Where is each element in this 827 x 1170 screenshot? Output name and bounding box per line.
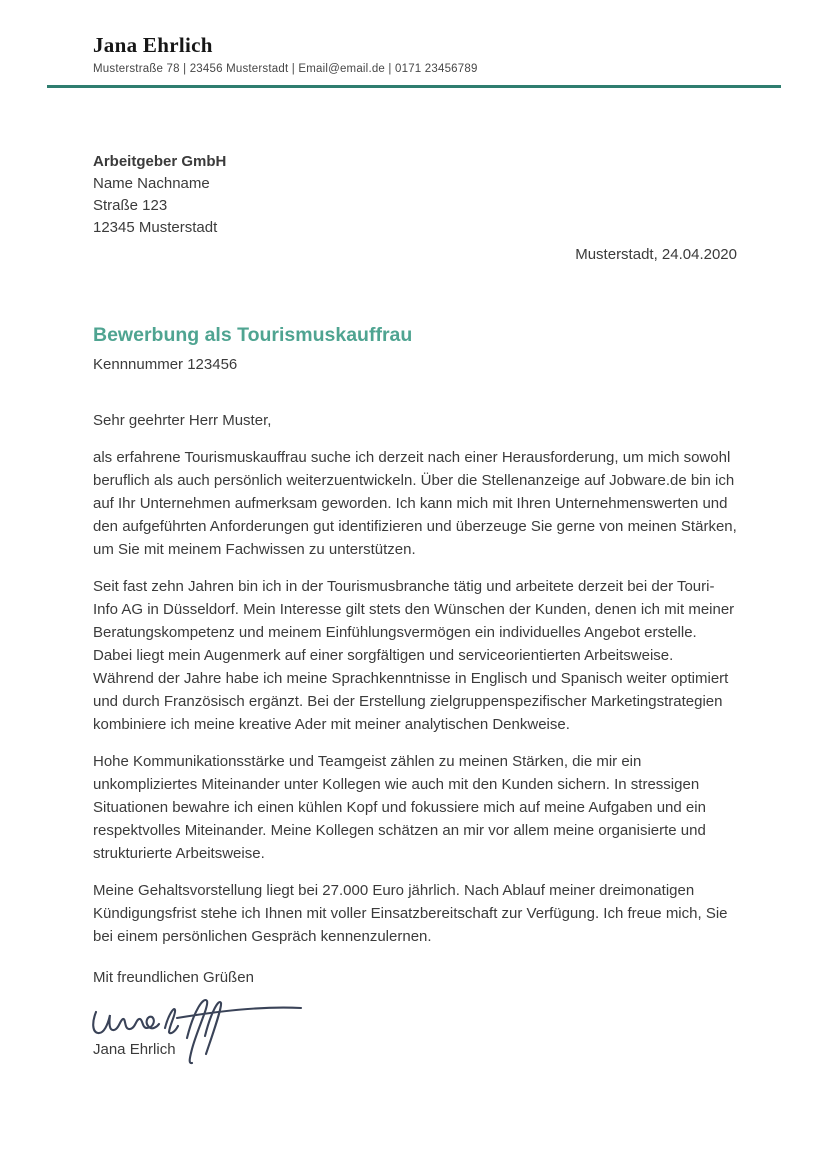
sender-name: Jana Ehrlich [93, 33, 213, 57]
recipient-address [93, 151, 737, 239]
body-paragraph: Hohe Kommunikationsstärke und Teamgeist zählen zu meinen Stärken, die mir ein unkompliziertes Miteinander unter Kollegen wie auch mit den Kunden sichern. In stressigen Situationen bewahre ich einen kühlen Kopf und fokussiere mich auf meine Aufgaben und ein respektvolles Miteinander. Meine Kollegen schätzen an mir vor allem meine organisierte und strukturierte Arbeitsweise. [93, 753, 706, 862]
contact-line: Musterstraße 78 | 23456 Musterstadt | Email@email.de | 0171 23456789 [93, 63, 478, 75]
body-paragraph: als erfahrene Tourismuskauffrau suche ich derzeit nach einer Herausforderung, um mich sowohl beruflich als auch persönlich weiterzuentwickeln. Über die Stellenanzeige auf Jobware.de bin ich auf Ihr Unternehmen aufmerksam geworden. Ich kann mich mit Ihren Unternehmenswerten und den aufgeführten Anforderungen gut identifizieren und überzeuge Sie gerne von meinen Stärken, um Sie mit meinem Fachwissen zu unterstützen. [93, 449, 737, 558]
sender-header [93, 33, 737, 88]
body-paragraph: Meine Gehaltsvorstellung liegt bei 27.000 Euro jährlich. Nach Ablauf meiner dreimonatigen Kündigungsfrist stehe ich Ihnen mit voller Einsatzbereitschaft zur Verfügung. Ich freue mich, Sie bei einem persönlichen Gespräch kennenzulernen. [93, 882, 728, 945]
subject-reference: Kennnummer 123456 [93, 356, 238, 373]
recipient-contact-name: Name Nachname [93, 175, 210, 192]
recipient-city: 12345 Musterstadt [93, 219, 218, 236]
salutation: Sehr geehrter Herr Muster, [93, 412, 272, 429]
closing-phrase: Mit freundlichen Grüßen [93, 969, 254, 986]
recipient-company: Arbeitgeber GmbH [93, 153, 227, 170]
body-paragraph: Seit fast zehn Jahren bin ich in der Tourismusbranche tätig und arbeitete derzeit bei der Touri-Info AG in Düsseldorf. Mein Interesse gilt stets den Wünschen der Kunden, denen ich mit meiner Beratungskompetenz und meinem Einfühlungsvermögen ein individuelles Angebot erstelle. Dabei liegt mein Augenmerk auf einer sorgfältigen und serviceorientierten Arbeitsweise. Während der Jahre habe ich meine Sprachkenntnisse in Englisch und Spanisch weiter optimiert und durch Französisch ergänzt. Bei der Erstellung zielgruppenspezifischer Marketingstrategien kombiniere ich meine kreative Ader mit meiner analytischen Denkweise. [93, 578, 735, 733]
date-line: Musterstadt, 24.04.2020 [575, 246, 737, 263]
signature-name: Jana Ehrlich [93, 1041, 176, 1058]
recipient-street: Straße 123 [93, 197, 168, 214]
signature-block [93, 995, 737, 1073]
subject-title: Bewerbung als Tourismuskauffrau [93, 324, 413, 346]
header-rule [47, 85, 781, 88]
